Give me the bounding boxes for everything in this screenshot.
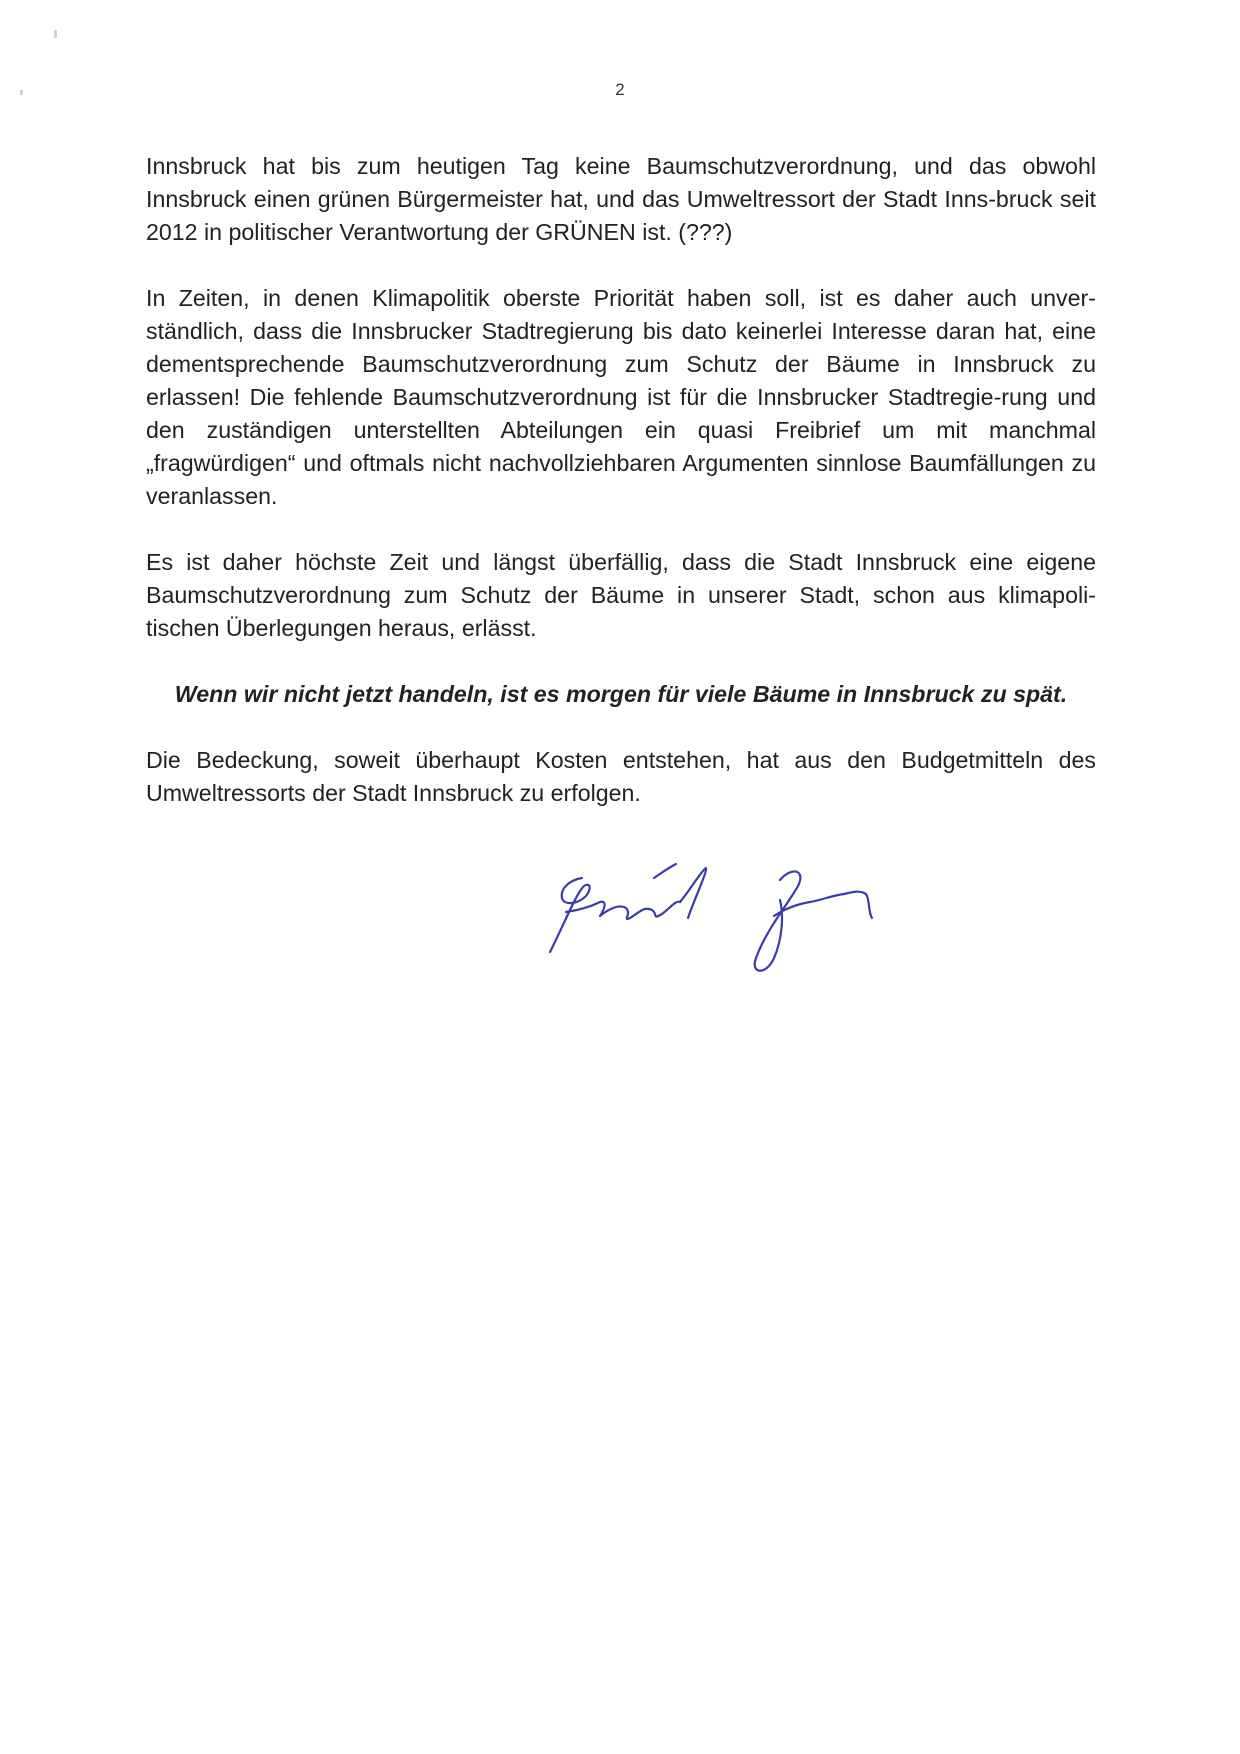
scan-artifact	[54, 30, 57, 38]
page-number: 2	[615, 80, 625, 99]
paragraph-3: Es ist daher höchste Zeit und längst überfällig, dass die Stadt Innsbruck eine eigene Baumschutzverordnung zum Schutz der Bäume in unserer Stadt, schon aus klimapoli-tischen Überlegungen heraus, erlässt.	[146, 549, 1096, 641]
emphasis-statement: Wenn wir nicht jetzt handeln, ist es morgen für viele Bäume in Innsbruck zu spät.	[174, 681, 1068, 707]
signature-stroke	[566, 902, 680, 919]
handwritten-signature	[530, 860, 910, 990]
signature-stroke	[680, 868, 706, 918]
document-body	[146, 150, 1096, 843]
signature-stroke	[774, 892, 872, 918]
closing-paragraph: Die Bedeckung, soweit überhaupt Kosten entstehen, hat aus den Budgetmitteln des Umweltressorts der Stadt Innsbruck zu erfolgen.	[146, 747, 1096, 806]
paragraph-2: In Zeiten, in denen Klimapolitik oberste Priorität haben soll, ist es daher auch unver-ständlich, dass die Innsbrucker Stadtregierung bis dato keinerlei Interesse daran hat, eine dementsprechende Baumschutzverordnung zum Schutz der Bäume in Innsbruck zu erlassen! Die fehlende Baumschutzverordnung ist für die Innsbrucker Stadtregie-rung und den zuständigen unterstellten Abteilungen ein quasi Freibrief um mit manchmal „fragwürdigen“ und oftmals nicht nachvollziehbaren Argumenten sinnlose Baumfällungen zu veranlassen.	[146, 285, 1096, 509]
signature-stroke	[654, 864, 676, 878]
signature-stroke	[550, 878, 590, 952]
signature-stroke	[755, 871, 801, 970]
paragraph-1: Innsbruck hat bis zum heutigen Tag keine Baumschutzverordnung, und das obwohl Innsbruck einen grünen Bürgermeister hat, und das Umweltressort der Stadt Inns-bruck seit 2012 in politischer Verantwortung der GRÜNEN ist. (???)	[146, 153, 1096, 245]
